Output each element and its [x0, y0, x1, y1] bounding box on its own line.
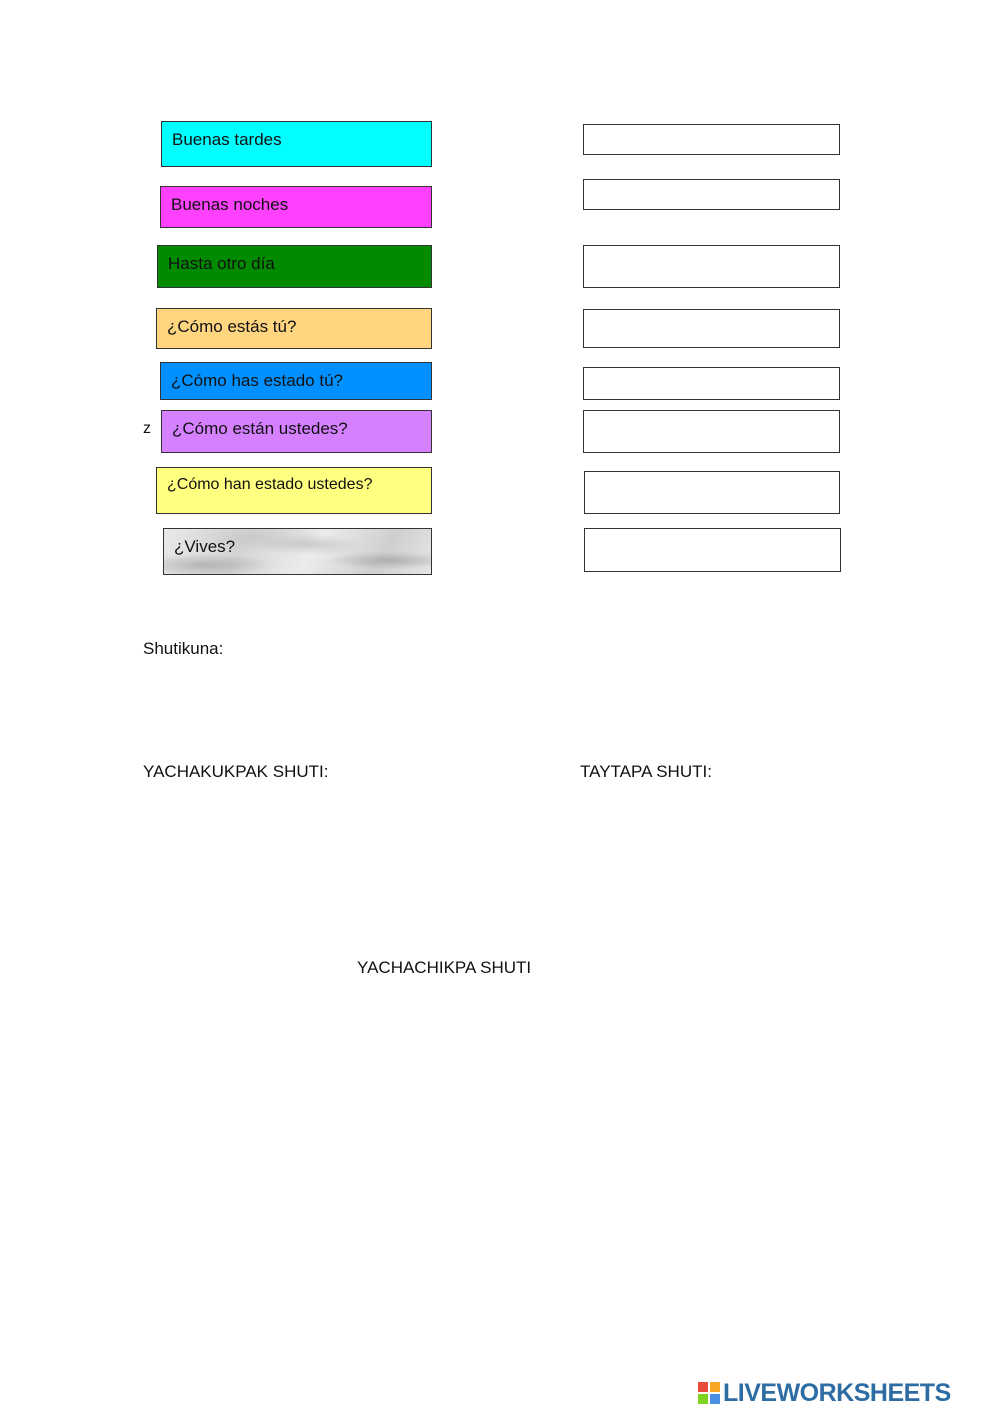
phrase-text: ¿Cómo han estado ustedes?	[167, 476, 373, 493]
answer-box-4[interactable]	[583, 309, 840, 348]
phrase-box-como-has-estado-tu	[160, 362, 432, 400]
logo-grid-icon	[698, 1382, 720, 1404]
parent-name-label: TAYTAPA SHUTI:	[580, 762, 712, 781]
phrase-text: ¿Vives?	[174, 537, 236, 556]
phrase-text: ¿Cómo has estado tú?	[171, 371, 343, 390]
phrase-box-como-estan-ustedes	[161, 410, 432, 453]
brand-name: LIVEWORKSHEETS	[723, 1378, 951, 1407]
phrase-text: Buenas noches	[171, 195, 289, 214]
answer-box-8[interactable]	[584, 528, 841, 572]
answer-box-3[interactable]	[583, 245, 840, 288]
phrase-box-buenas-tardes	[161, 121, 432, 167]
student-name-label: YACHAKUKPAK SHUTI:	[143, 762, 329, 781]
liveworksheets-logo	[698, 1378, 951, 1408]
answer-box-6[interactable]	[583, 410, 840, 453]
answer-box-5[interactable]	[583, 367, 840, 400]
answer-box-1[interactable]	[583, 124, 840, 155]
phrase-box-hasta-otro-dia	[157, 245, 432, 288]
answer-box-2[interactable]	[583, 179, 840, 210]
phrase-box-vives	[163, 528, 432, 575]
phrase-box-buenas-noches	[160, 186, 432, 228]
phrase-text: Buenas tardes	[172, 130, 282, 149]
phrase-text: ¿Cómo estás tú?	[167, 317, 297, 336]
answer-box-7[interactable]	[584, 471, 840, 514]
shutikuna-label: Shutikuna:	[143, 639, 224, 658]
phrase-text: ¿Cómo están ustedes?	[172, 419, 348, 438]
phrase-box-como-han-estado-ustedes	[156, 467, 432, 514]
phrase-box-como-estas-tu	[156, 308, 432, 349]
phrase-text: Hasta otro día	[168, 254, 275, 273]
teacher-name-label: YACHACHIKPA SHUTI	[357, 958, 532, 977]
stray-mark: z	[143, 420, 151, 437]
